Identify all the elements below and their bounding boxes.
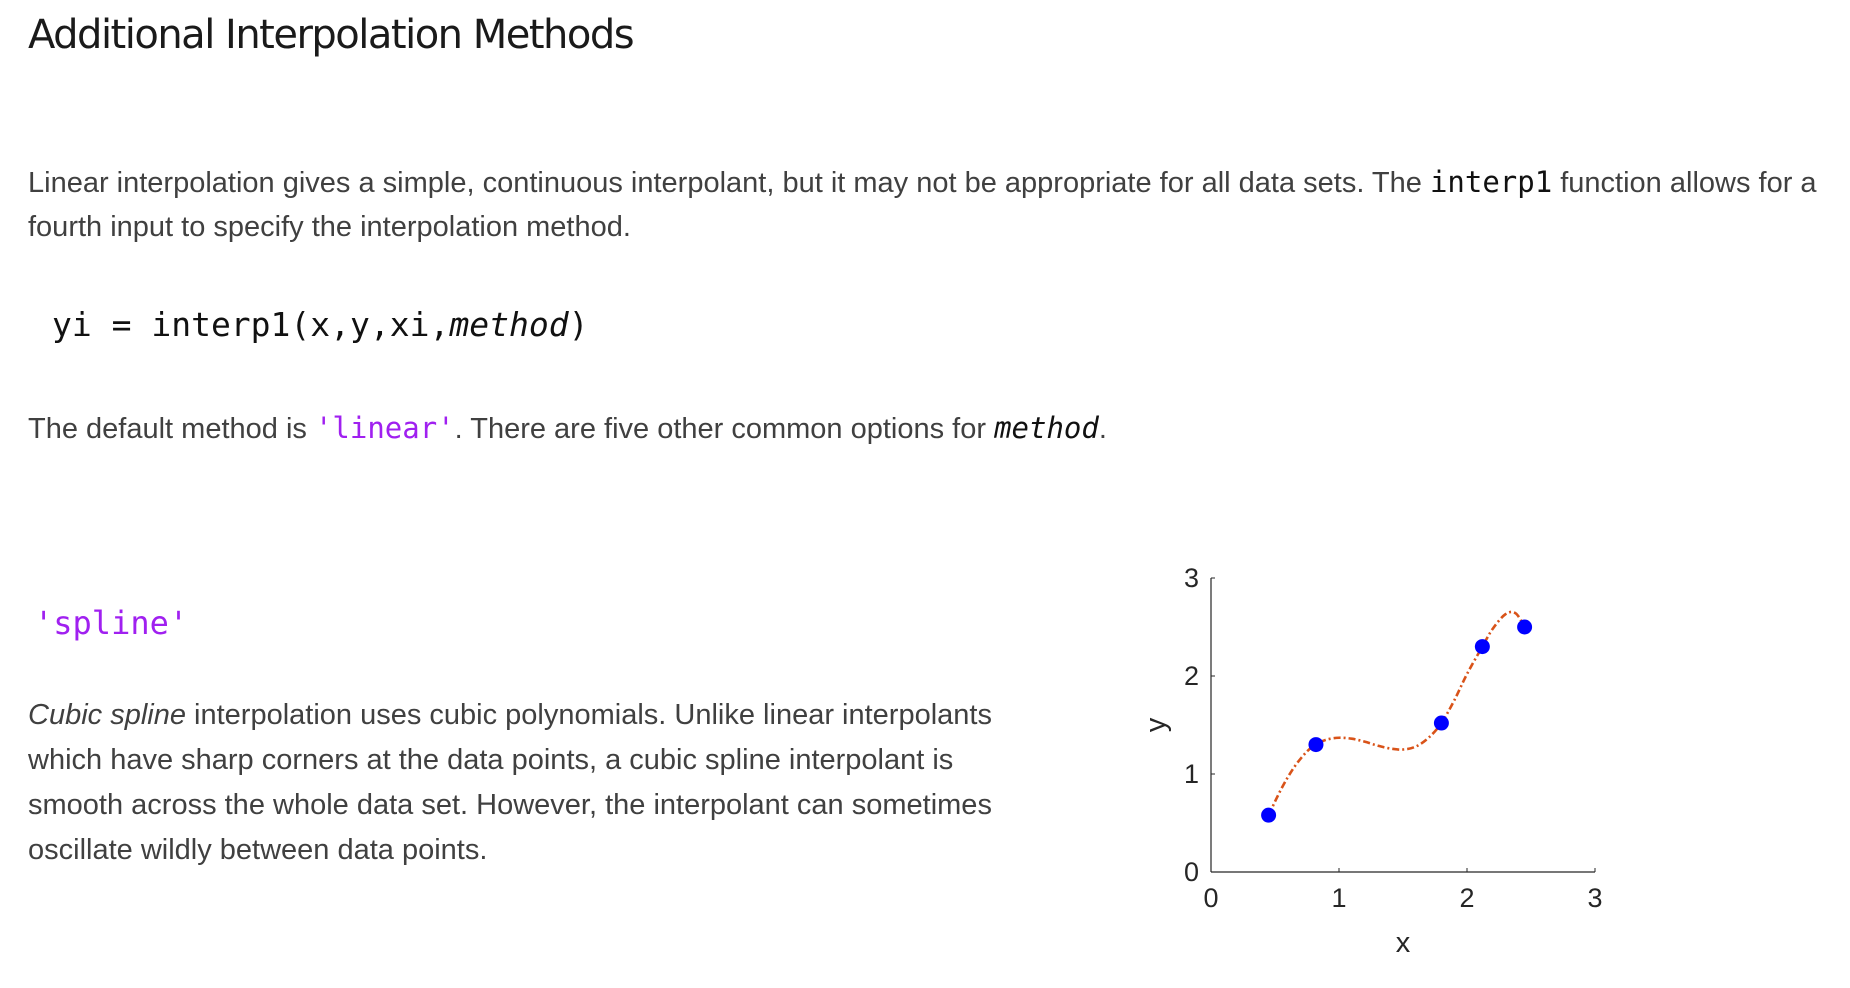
y-tick-label: 0: [1183, 857, 1199, 887]
plot-points-layer: [1261, 620, 1532, 823]
code-prefix: yi = interp1(x,y,xi,: [52, 305, 450, 344]
data-point: [1308, 737, 1323, 752]
code-example: [52, 305, 588, 344]
plot-axes: [1211, 578, 1595, 872]
page-title: Additional Interpolation Methods: [28, 12, 634, 58]
y-tick-label: 2: [1183, 661, 1199, 691]
x-tick-label: 2: [1459, 883, 1475, 913]
data-point: [1475, 639, 1490, 654]
x-tick-label: 1: [1331, 883, 1347, 913]
interp1-code: interp1: [1429, 165, 1553, 199]
default-text-start: The default method is: [28, 413, 315, 445]
intro-paragraph: [28, 160, 1838, 249]
y-axis-label: y: [1140, 717, 1172, 733]
default-text-end: .: [1098, 413, 1107, 445]
spline-description-text: interpolation uses cubic polynomials. Unlike linear interpolants which have sharp corners at the data points, a cubic spline interpolant is smooth across the whole data set. However, the interpolant can sometimes oscillate wildly between data points.: [28, 699, 992, 866]
spline-method-label: 'spline': [34, 604, 189, 642]
plot-labels: [1140, 563, 1603, 959]
data-point: [1434, 716, 1449, 731]
default-text-middle: . There are five other common options for: [454, 413, 995, 445]
intro-text-start: Linear interpolation gives a simple, continuous interpolant, but it may not be appropriate for all data sets. The: [28, 167, 1430, 199]
y-tick-label: 3: [1183, 563, 1199, 593]
spline-plot: [1120, 550, 1620, 970]
intro-text-end: function allows for a fourth input to specify the interpolation method.: [28, 167, 1817, 243]
method-arg: method: [994, 411, 1099, 445]
x-tick-label: 0: [1203, 883, 1219, 913]
code-suffix: ): [568, 305, 589, 344]
data-point: [1517, 620, 1532, 635]
cubic-spline-term: Cubic spline: [28, 699, 186, 731]
data-point: [1261, 808, 1276, 823]
y-tick-label: 1: [1183, 759, 1199, 789]
linear-string: 'linear': [314, 411, 455, 445]
spline-description: [28, 693, 1028, 873]
default-method-paragraph: [28, 406, 1107, 451]
x-axis-label: x: [1395, 927, 1411, 959]
x-tick-label: 3: [1587, 883, 1603, 913]
code-method-arg: method: [449, 305, 569, 344]
